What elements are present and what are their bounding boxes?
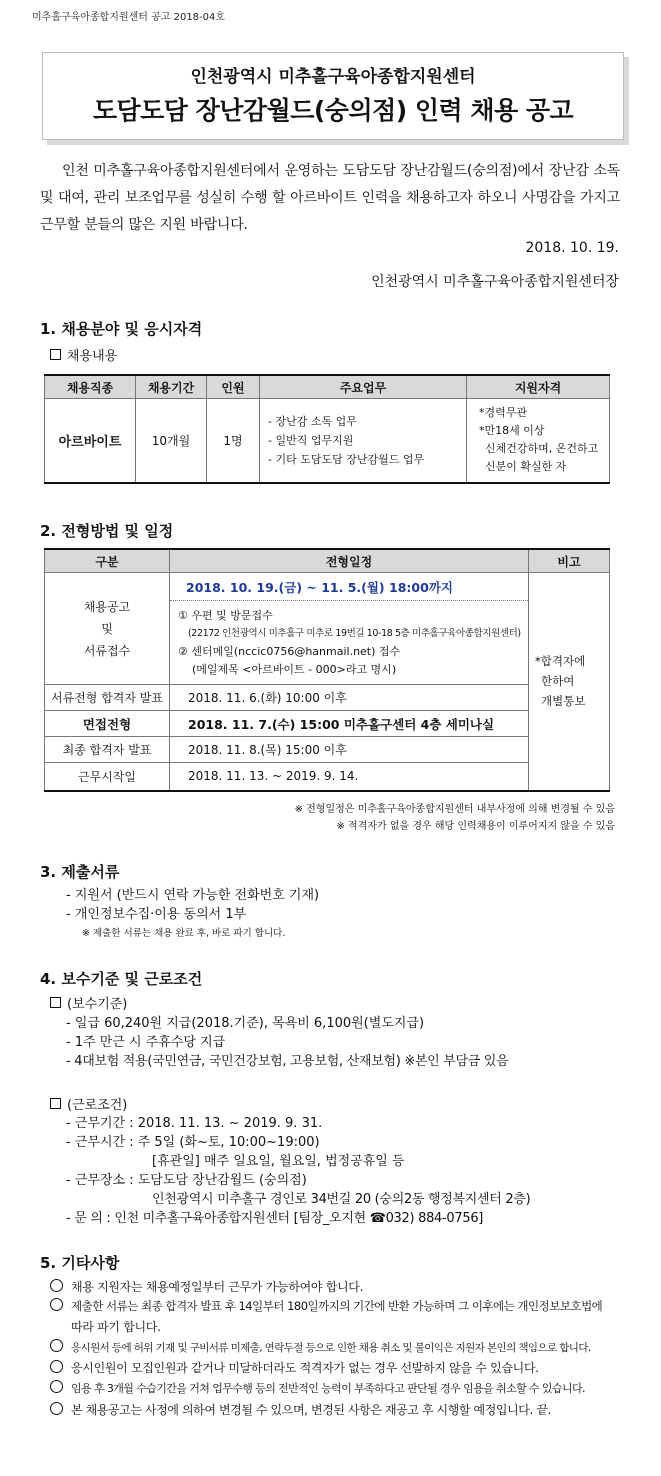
duty-item: - 장난감 소독 업무 (268, 414, 357, 428)
misc-item-cont: 따라 파기 합니다. (71, 1320, 161, 1334)
th-count: 인원 (207, 375, 260, 399)
work-item: [휴관일] 매주 일요일, 월요일, 법정공휴일 등 (152, 1154, 405, 1169)
cell-duties (260, 399, 467, 483)
schedule-table (44, 548, 610, 792)
cell-qual (467, 399, 610, 483)
doc-item: - 지원서 (반드시 연락 가능한 전화번호 기재) (66, 888, 320, 903)
schedule-note: ※ 적격자가 없을 경우 해당 인력채용이 이루어지지 않을 수 있음 (336, 821, 615, 832)
circle-bullet-icon (50, 1339, 63, 1352)
misc-text: 임용 후 3개월 수습기간을 거쳐 업무수행 등의 전반적인 능력이 부족하다고 판단될 경우 임용을 취소할 수 있습니다. (71, 1382, 585, 1395)
misc-text: 제출한 서류는 최종 합격자 발표 후 14일부터 180일까지의 기간에 반환 가능하며 그 이후에는 개인정보보호법에 (71, 1299, 603, 1313)
table-row (45, 573, 610, 685)
duty-item: - 기타 도담도담 장난감월드 업무 (268, 452, 425, 466)
pay-title-label: (보수기준) (67, 997, 128, 1012)
table-row (45, 763, 610, 791)
r1-item: (22172 인천광역시 미추홀구 미추로 19번길 10-18 5층 미추홀구육아종합지원센터) (188, 628, 521, 639)
misc-item (50, 1401, 551, 1418)
checkbox-icon (50, 349, 61, 360)
th-job: 채용직종 (45, 375, 136, 399)
title-box (42, 52, 624, 140)
qual-item: *만18세 이상 (479, 424, 545, 438)
recruit-table (44, 374, 610, 484)
title-organization: 인천광역시 미추홀구육아종합지원센터 (190, 67, 476, 87)
table-row (45, 399, 610, 483)
notice-date: 2018. 10. 19. (525, 240, 619, 256)
cell-r5-value: 2018. 11. 13. ~ 2019. 9. 14. (170, 763, 529, 791)
work-item: - 근무시간 : 주 5일 (화~토, 10:00~19:00) (66, 1135, 320, 1150)
cell-r4-value: 2018. 11. 8.(목) 15:00 이후 (170, 737, 529, 763)
qual-item: 신체건강하며, 온건하고 (485, 442, 599, 456)
section3-title: 3. 제출서류 (40, 863, 120, 881)
doc-item: - 개인정보수집·이용 동의서 1부 (66, 907, 247, 922)
misc-item (50, 1380, 585, 1396)
r1-label-line: 서류접수 (83, 643, 131, 658)
qual-item: *경력무관 (479, 406, 528, 420)
document-number: 미추홀구육아종합지원센터 공고 2018-04호 (32, 12, 226, 23)
circle-bullet-icon (50, 1279, 63, 1292)
table-row (45, 737, 610, 763)
cell-r4-label: 최종 합격자 발표 (45, 737, 170, 763)
cell-remark (529, 573, 610, 791)
misc-item (50, 1278, 363, 1295)
misc-text: 응시원서 등에 허위 기재 및 구비서류 미제출, 연락두절 등으로 인한 채용 취소 및 불이익은 지원자 본인의 책임으로 합니다. (71, 1342, 591, 1354)
checkbox-icon (50, 997, 61, 1008)
duty-item: - 일반직 업무지원 (268, 433, 354, 447)
checkbox-icon (50, 1098, 61, 1109)
section4-title: 4. 보수기준 및 근로조건 (40, 970, 203, 988)
r1-label-line: 및 (101, 621, 113, 636)
work-title-label: (근로조건) (67, 1098, 128, 1113)
cell-period: 10개월 (136, 399, 207, 483)
cell-r3-label: 면접전형 (45, 711, 170, 737)
misc-text: 응시인원이 모집인원과 같거나 미달하더라도 적격자가 없는 경우 선발하지 않을 수 있습니다. (71, 1361, 539, 1375)
th-category: 구분 (45, 549, 170, 573)
work-item: 인천광역시 미추홀구 경인로 34번길 20 (숭의2동 행정복지센터 2층) (152, 1192, 531, 1207)
cell-r1-schedule (170, 573, 529, 685)
section5-title: 5. 기타사항 (40, 1254, 120, 1272)
th-qual: 지원자격 (467, 375, 610, 399)
pay-title (50, 993, 127, 1012)
th-period: 채용기간 (136, 375, 207, 399)
r1-label-line: 채용공고 (83, 599, 131, 614)
th-schedule: 전형일정 (170, 549, 529, 573)
intro-paragraph: 인천 미추홀구육아종합지원센터에서 운영하는 도담도담 장난감월드(숭의점)에서 장난감 소독 및 대여, 관리 보조업무를 성실히 수행 할 아르바이트 인력을 채용하고자 하오니 사명감을 가지고 근무할 분들의 많은 지원 바랍니다. (40, 163, 620, 233)
misc-text: 본 채용공고는 사정에 의하여 변경될 수 있으며, 변경된 사항은 재공고 후 시행할 예정입니다. 끝. (71, 1403, 551, 1417)
page-title: 도담도담 장난감월드(숭의점) 인력 채용 공고 (92, 96, 574, 125)
circle-bullet-icon (50, 1380, 63, 1393)
pay-item: - 1주 만근 시 주휴수당 지급 (66, 1035, 226, 1050)
r1-items (170, 601, 528, 679)
pay-item: - 4대보험 적용(국민연금, 국민건강보험, 고용보험, 산재보험) ※본인 부담금 있음 (66, 1054, 509, 1069)
circle-bullet-icon (50, 1298, 63, 1311)
work-title (50, 1094, 127, 1113)
cell-r2-value: 2018. 11. 6.(화) 10:00 이후 (170, 685, 529, 711)
th-duties: 주요업무 (260, 375, 467, 399)
misc-item (50, 1339, 591, 1355)
table-row (45, 711, 610, 737)
remark-line: 개별통보 (541, 694, 586, 709)
schedule-note: ※ 전형일정은 미추홀구육아종합지원센터 내부사정에 의해 변경될 수 있음 (294, 804, 615, 815)
circle-bullet-icon (50, 1402, 63, 1415)
table-row (45, 685, 610, 711)
r1-date: 2018. 10. 19.(금) ~ 11. 5.(월) 18:00까지 (170, 573, 528, 601)
misc-item (50, 1298, 602, 1314)
cell-job: 아르바이트 (45, 399, 136, 483)
misc-item (50, 1359, 539, 1376)
circle-bullet-icon (50, 1360, 63, 1373)
th-remark: 비고 (529, 549, 610, 573)
cell-r3-value: 2018. 11. 7.(수) 15:00 미추홀구센터 4층 세미나실 (170, 711, 529, 737)
section1-sub (50, 345, 117, 364)
qual-item: 신분이 확실한 자 (485, 460, 567, 474)
r1-item: ② 센터메일(nccic0756@hanmail.net) 접수 (178, 645, 401, 658)
remark-line: 한하여 (541, 674, 575, 689)
work-item: - 근무기간 : 2018. 11. 13. ~ 2019. 9. 31. (66, 1116, 323, 1131)
remark-line: *합격자에 (535, 654, 586, 669)
cell-r1-label (45, 573, 170, 685)
work-item: - 근무장소 : 도담도담 장난감월드 (숭의점) (66, 1173, 307, 1188)
cell-count: 1명 (207, 399, 260, 483)
misc-text: 채용 지원자는 채용예정일부터 근무가 가능하여야 합니다. (71, 1280, 364, 1294)
r1-item: ① 우편 및 방문접수 (178, 609, 273, 622)
work-item: - 문 의 : 인천 미추홀구육아종합지원센터 [팀장_오지현 ☎032) 884-0756] (66, 1211, 484, 1226)
section1-sub-label: 채용내용 (67, 349, 118, 364)
cell-r5-label: 근무시작일 (45, 763, 170, 791)
section2-title: 2. 전형방법 및 일정 (40, 522, 174, 540)
signer: 인천광역시 미추홀구육아종합지원센터장 (371, 274, 619, 290)
r1-item: (메일제목 <아르바이트 - 000>라고 명시) (192, 663, 397, 676)
doc-note: ※ 제출한 서류는 채용 완료 후, 바로 파기 합니다. (82, 928, 286, 939)
cell-r2-label: 서류전형 합격자 발표 (45, 685, 170, 711)
section1-title: 1. 채용분야 및 응시자격 (40, 320, 203, 338)
pay-item: - 일급 60,240원 지급(2018.기준), 목욕비 6,100원(별도지급) (66, 1016, 425, 1031)
